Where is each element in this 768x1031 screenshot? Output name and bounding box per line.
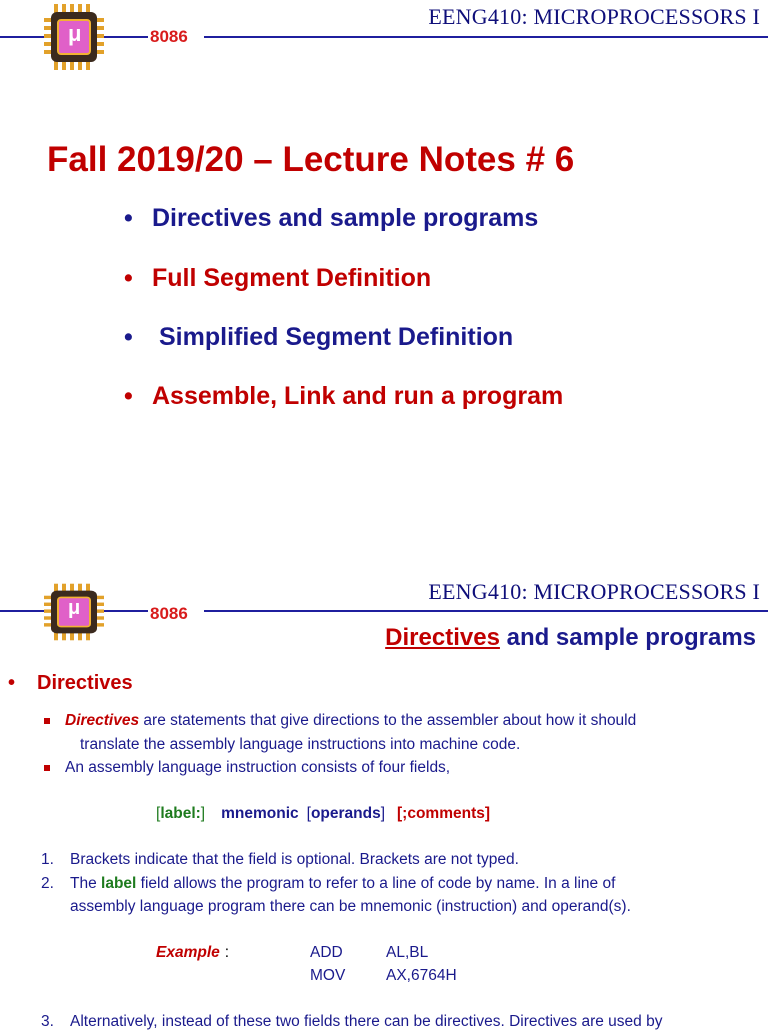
bullet-assemble: • Assemble, Link and run a program	[124, 382, 564, 410]
bullet-full-segment: • Full Segment Definition	[124, 264, 432, 292]
instruction-syntax: [label:] mnemonic [operands] [;comments]	[156, 805, 491, 822]
list-item-alternatively: Alternatively, instead of these two fields there can be directives. Directives are used by	[70, 1013, 663, 1030]
list-item-brackets: Brackets indicate that the field is optional. Brackets are not typed.	[70, 851, 519, 868]
header-rule-right	[204, 36, 768, 38]
square-bullet	[44, 718, 50, 724]
example-mnemonic: MOV	[310, 967, 346, 984]
chip-symbol: μ	[68, 21, 82, 46]
header-rule-left	[0, 610, 44, 612]
square-bullet	[44, 765, 50, 771]
header-rule-left	[0, 36, 44, 38]
list-number: 1.	[41, 851, 54, 868]
course-title: EENG410: MICROPROCESSORS I	[428, 579, 760, 604]
example-operands: AX,6764H	[386, 967, 457, 984]
lecture-title: Fall 2019/20 – Lecture Notes # 6	[47, 140, 575, 179]
example-mnemonic: ADD	[310, 944, 343, 961]
chip-label: 8086	[150, 27, 188, 46]
list-number: 3.	[41, 1013, 54, 1030]
header-rule-mid	[104, 36, 148, 38]
list-item-label-line1: The label field allows the program to refer to a line of code by name. In a line of	[70, 875, 616, 892]
list-number: 2.	[41, 875, 54, 892]
bullet-directives: • Directives and sample programs	[124, 204, 539, 232]
chip-label: 8086	[150, 604, 188, 623]
four-fields-line: An assembly language instruction consists of four fields,	[65, 759, 451, 776]
directives-definition-line1: Directives are statements that give directions to the assembler about how it should	[65, 712, 637, 729]
bullet-simplified-segment: • Simplified Segment Definition	[124, 323, 514, 351]
example-label: Example :	[156, 944, 230, 961]
directives-definition-line2: translate the assembly language instructions into machine code.	[80, 736, 521, 753]
slide-gap	[0, 540, 768, 560]
chip-symbol: μ	[68, 597, 81, 619]
list-item-label-line2: assembly language program there can be mnemonic (instruction) and operand(s).	[70, 898, 631, 915]
course-title: EENG410: MICROPROCESSORS I	[428, 4, 760, 29]
slide-title: Directives and sample programs	[385, 624, 756, 651]
section-heading: • Directives	[8, 672, 133, 694]
example-operands: AL,BL	[386, 944, 429, 961]
header-rule-mid	[104, 610, 148, 612]
header-rule-right	[204, 610, 768, 612]
